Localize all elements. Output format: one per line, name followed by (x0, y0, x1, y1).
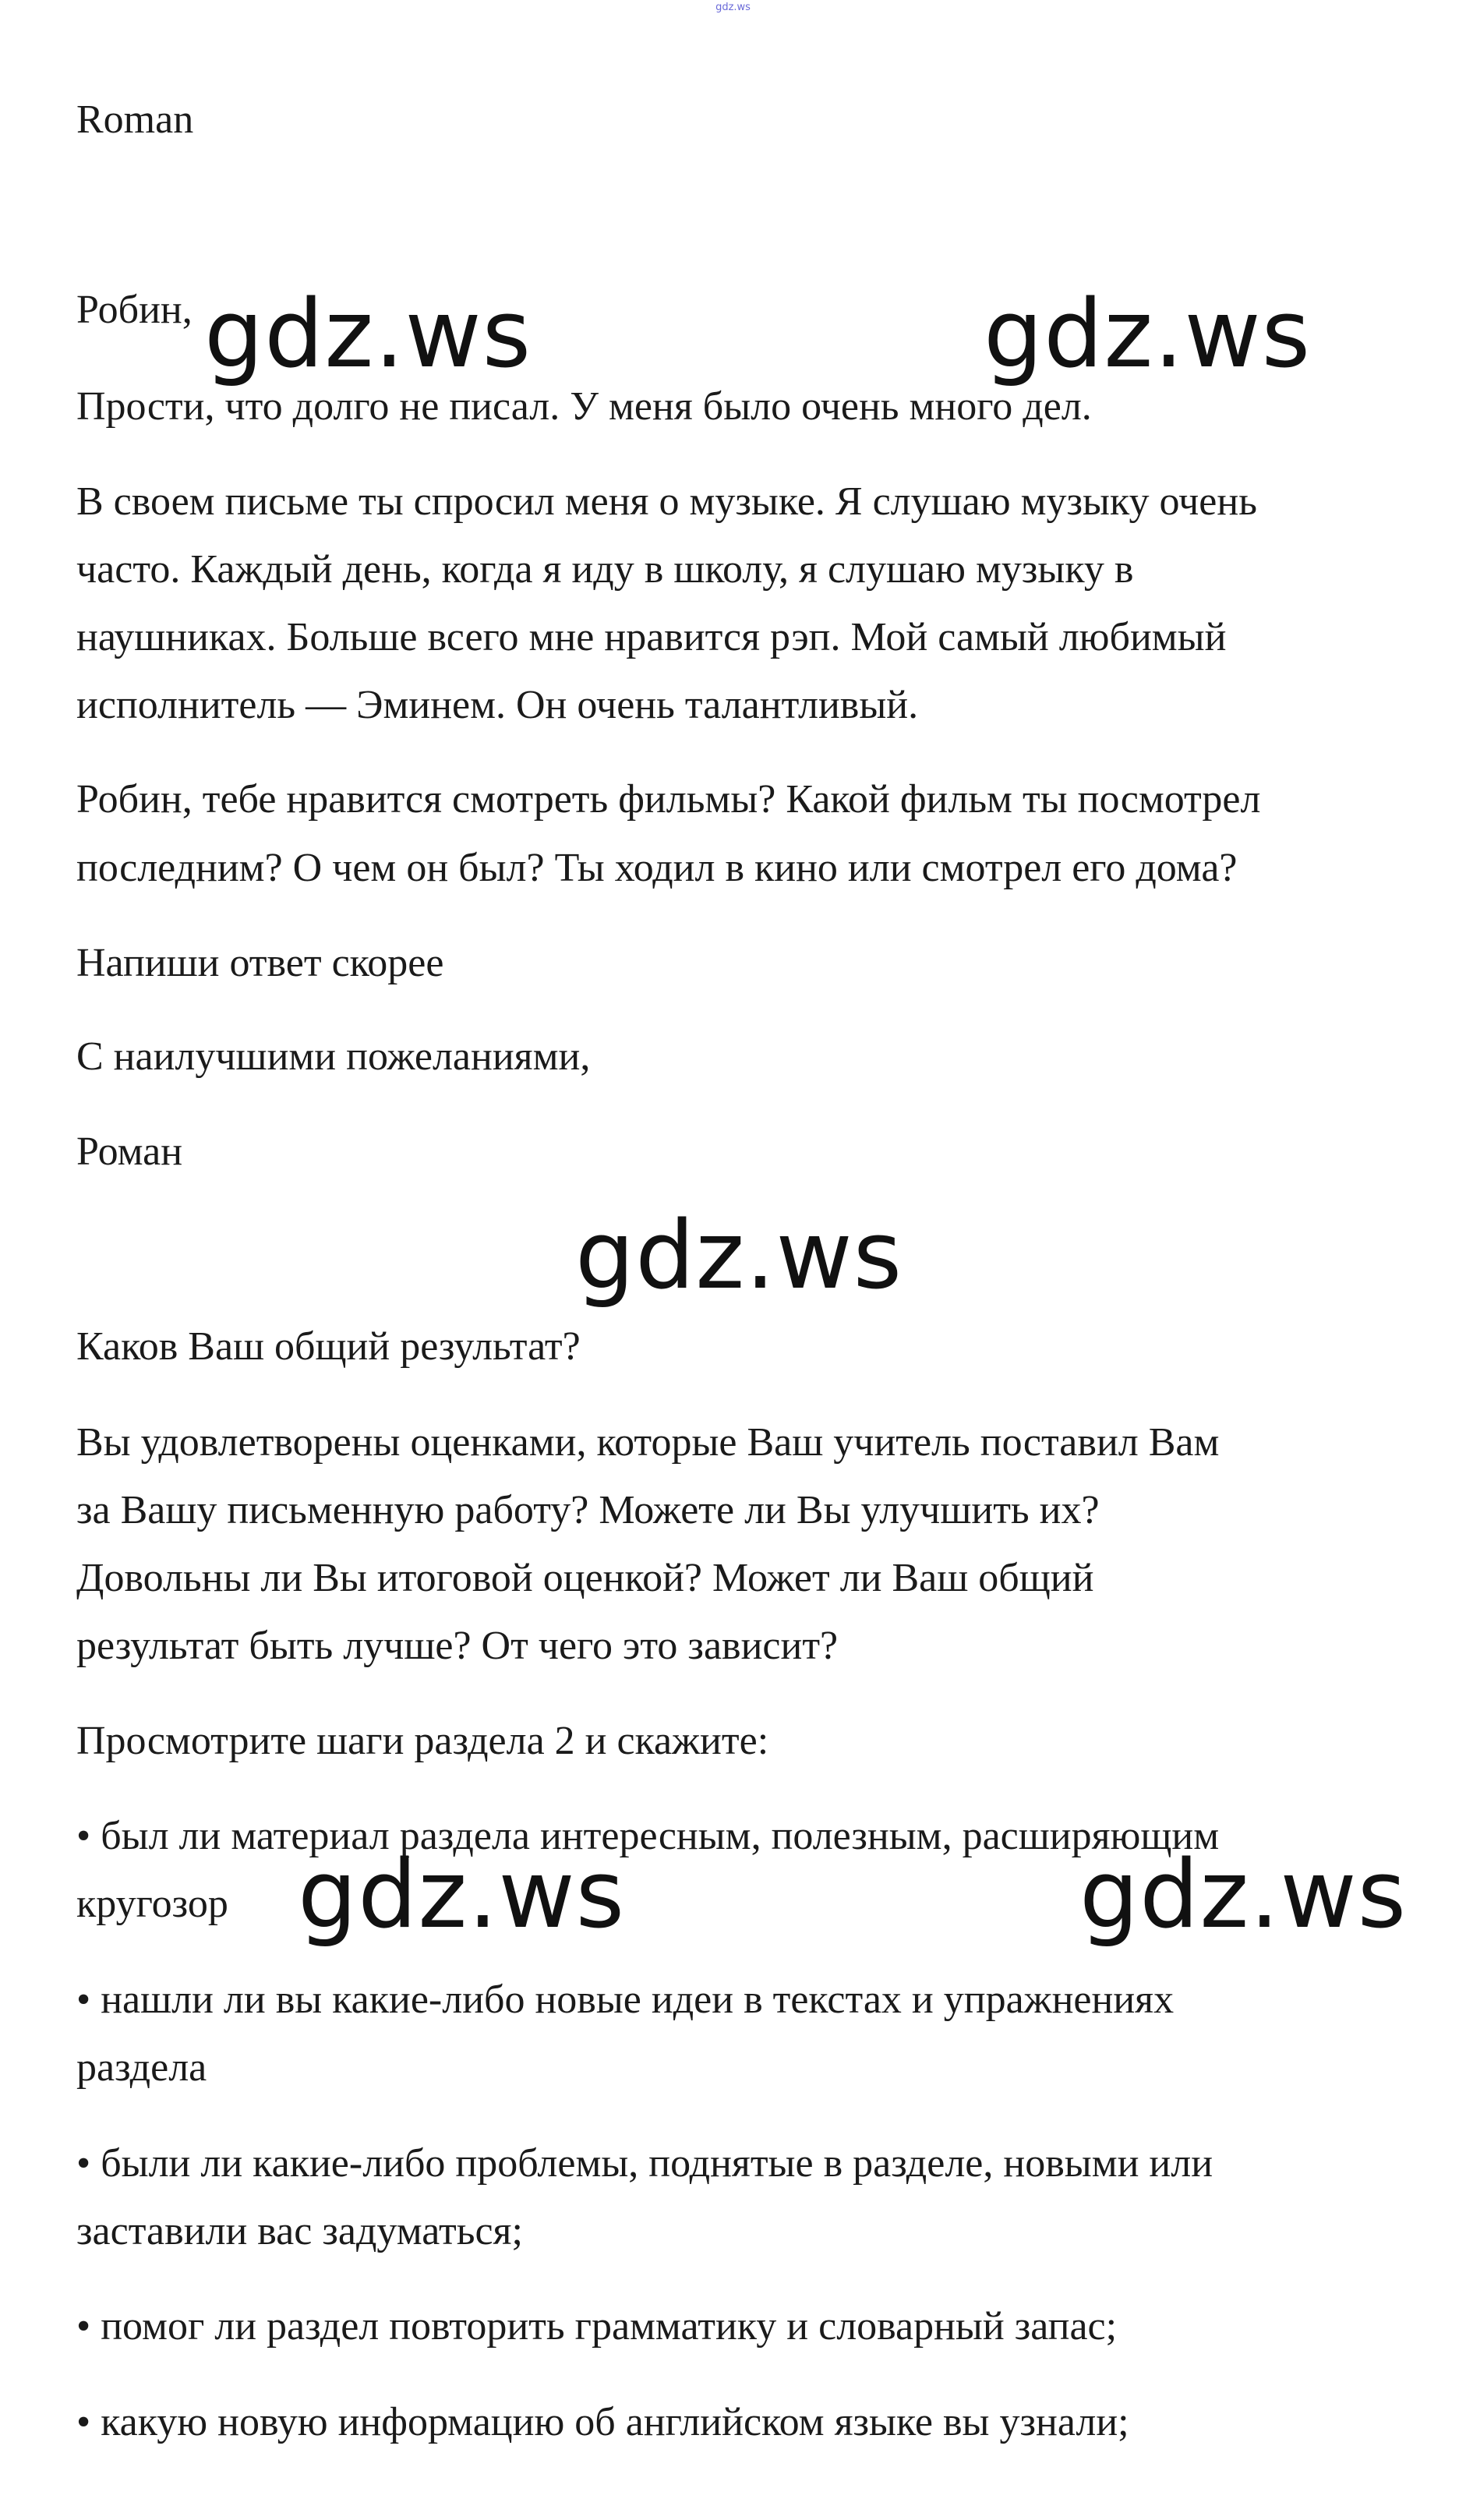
list-item: • какую новую информацию об английском языке вы узнали; (76, 2400, 1129, 2444)
paragraph-line: за Вашу письменную работу? Можете ли Вы улучшить их? (76, 1488, 1100, 1532)
paragraph-line: Довольны ли Вы итоговой оценкой? Может ли Ваш общий (76, 1556, 1094, 1600)
list-item: кругозор (76, 1882, 228, 1926)
list-item: заставили вас задуматься; (76, 2209, 523, 2253)
signature-line: Роман (76, 1129, 183, 1174)
paragraph-line: исполнитель — Эминем. Он очень талантливый. (76, 683, 919, 727)
list-item: • был ли материал раздела интересным, полезным, расширяющим (76, 1814, 1220, 1858)
watermark: gdz.ws (298, 1841, 626, 1949)
section-heading: Каков Ваш общий результат? (76, 1324, 581, 1369)
watermark: gdz.ws (204, 281, 532, 389)
watermark: gdz.ws (575, 1202, 903, 1310)
watermark: gdz.ws (1079, 1841, 1408, 1949)
paragraph-line: часто. Каждый день, когда я иду в школу, я слушаю музыку в (76, 547, 1134, 592)
paragraph-line: Прости, что долго не писал. У меня было очень много дел. (76, 384, 1092, 429)
list-item: • нашли ли вы какие-либо новые идеи в текстах и упражнениях (76, 1977, 1175, 2022)
list-item: • помог ли раздел повторить грамматику и словарный запас; (76, 2304, 1118, 2349)
list-item: • были ли какие-либо проблемы, поднятые в разделе, новыми или (76, 2141, 1213, 2186)
watermark: gdz.ws (984, 281, 1312, 389)
paragraph-line: результат быть лучше? От чего это зависит? (76, 1624, 839, 1668)
paragraph-line: Робин, тебе нравится смотреть фильмы? Какой фильм ты посмотрел (76, 777, 1261, 822)
signature-line: Roman (76, 97, 194, 142)
closing-line: С наилучшими пожеланиями, (76, 1034, 591, 1079)
top-watermark-label: gdz.ws (715, 2, 751, 13)
paragraph-line: В своем письме ты спросил меня о музыке. Я слушаю музыку очень (76, 479, 1257, 524)
paragraph-line: Напиши ответ скорее (76, 941, 444, 985)
salutation-line: Робин, (76, 288, 193, 332)
paragraph-line: Вы удовлетворены оценками, которые Ваш учитель поставил Вам (76, 1420, 1220, 1465)
paragraph-line: наушниках. Больше всего мне нравится рэп. Мой самый любимый (76, 615, 1227, 659)
list-item: раздела (76, 2045, 207, 2090)
paragraph-line: последним? О чем он был? Ты ходил в кино или смотрел его дома? (76, 846, 1238, 890)
paragraph-line: Просмотрите шаги раздела 2 и скажите: (76, 1719, 769, 1763)
